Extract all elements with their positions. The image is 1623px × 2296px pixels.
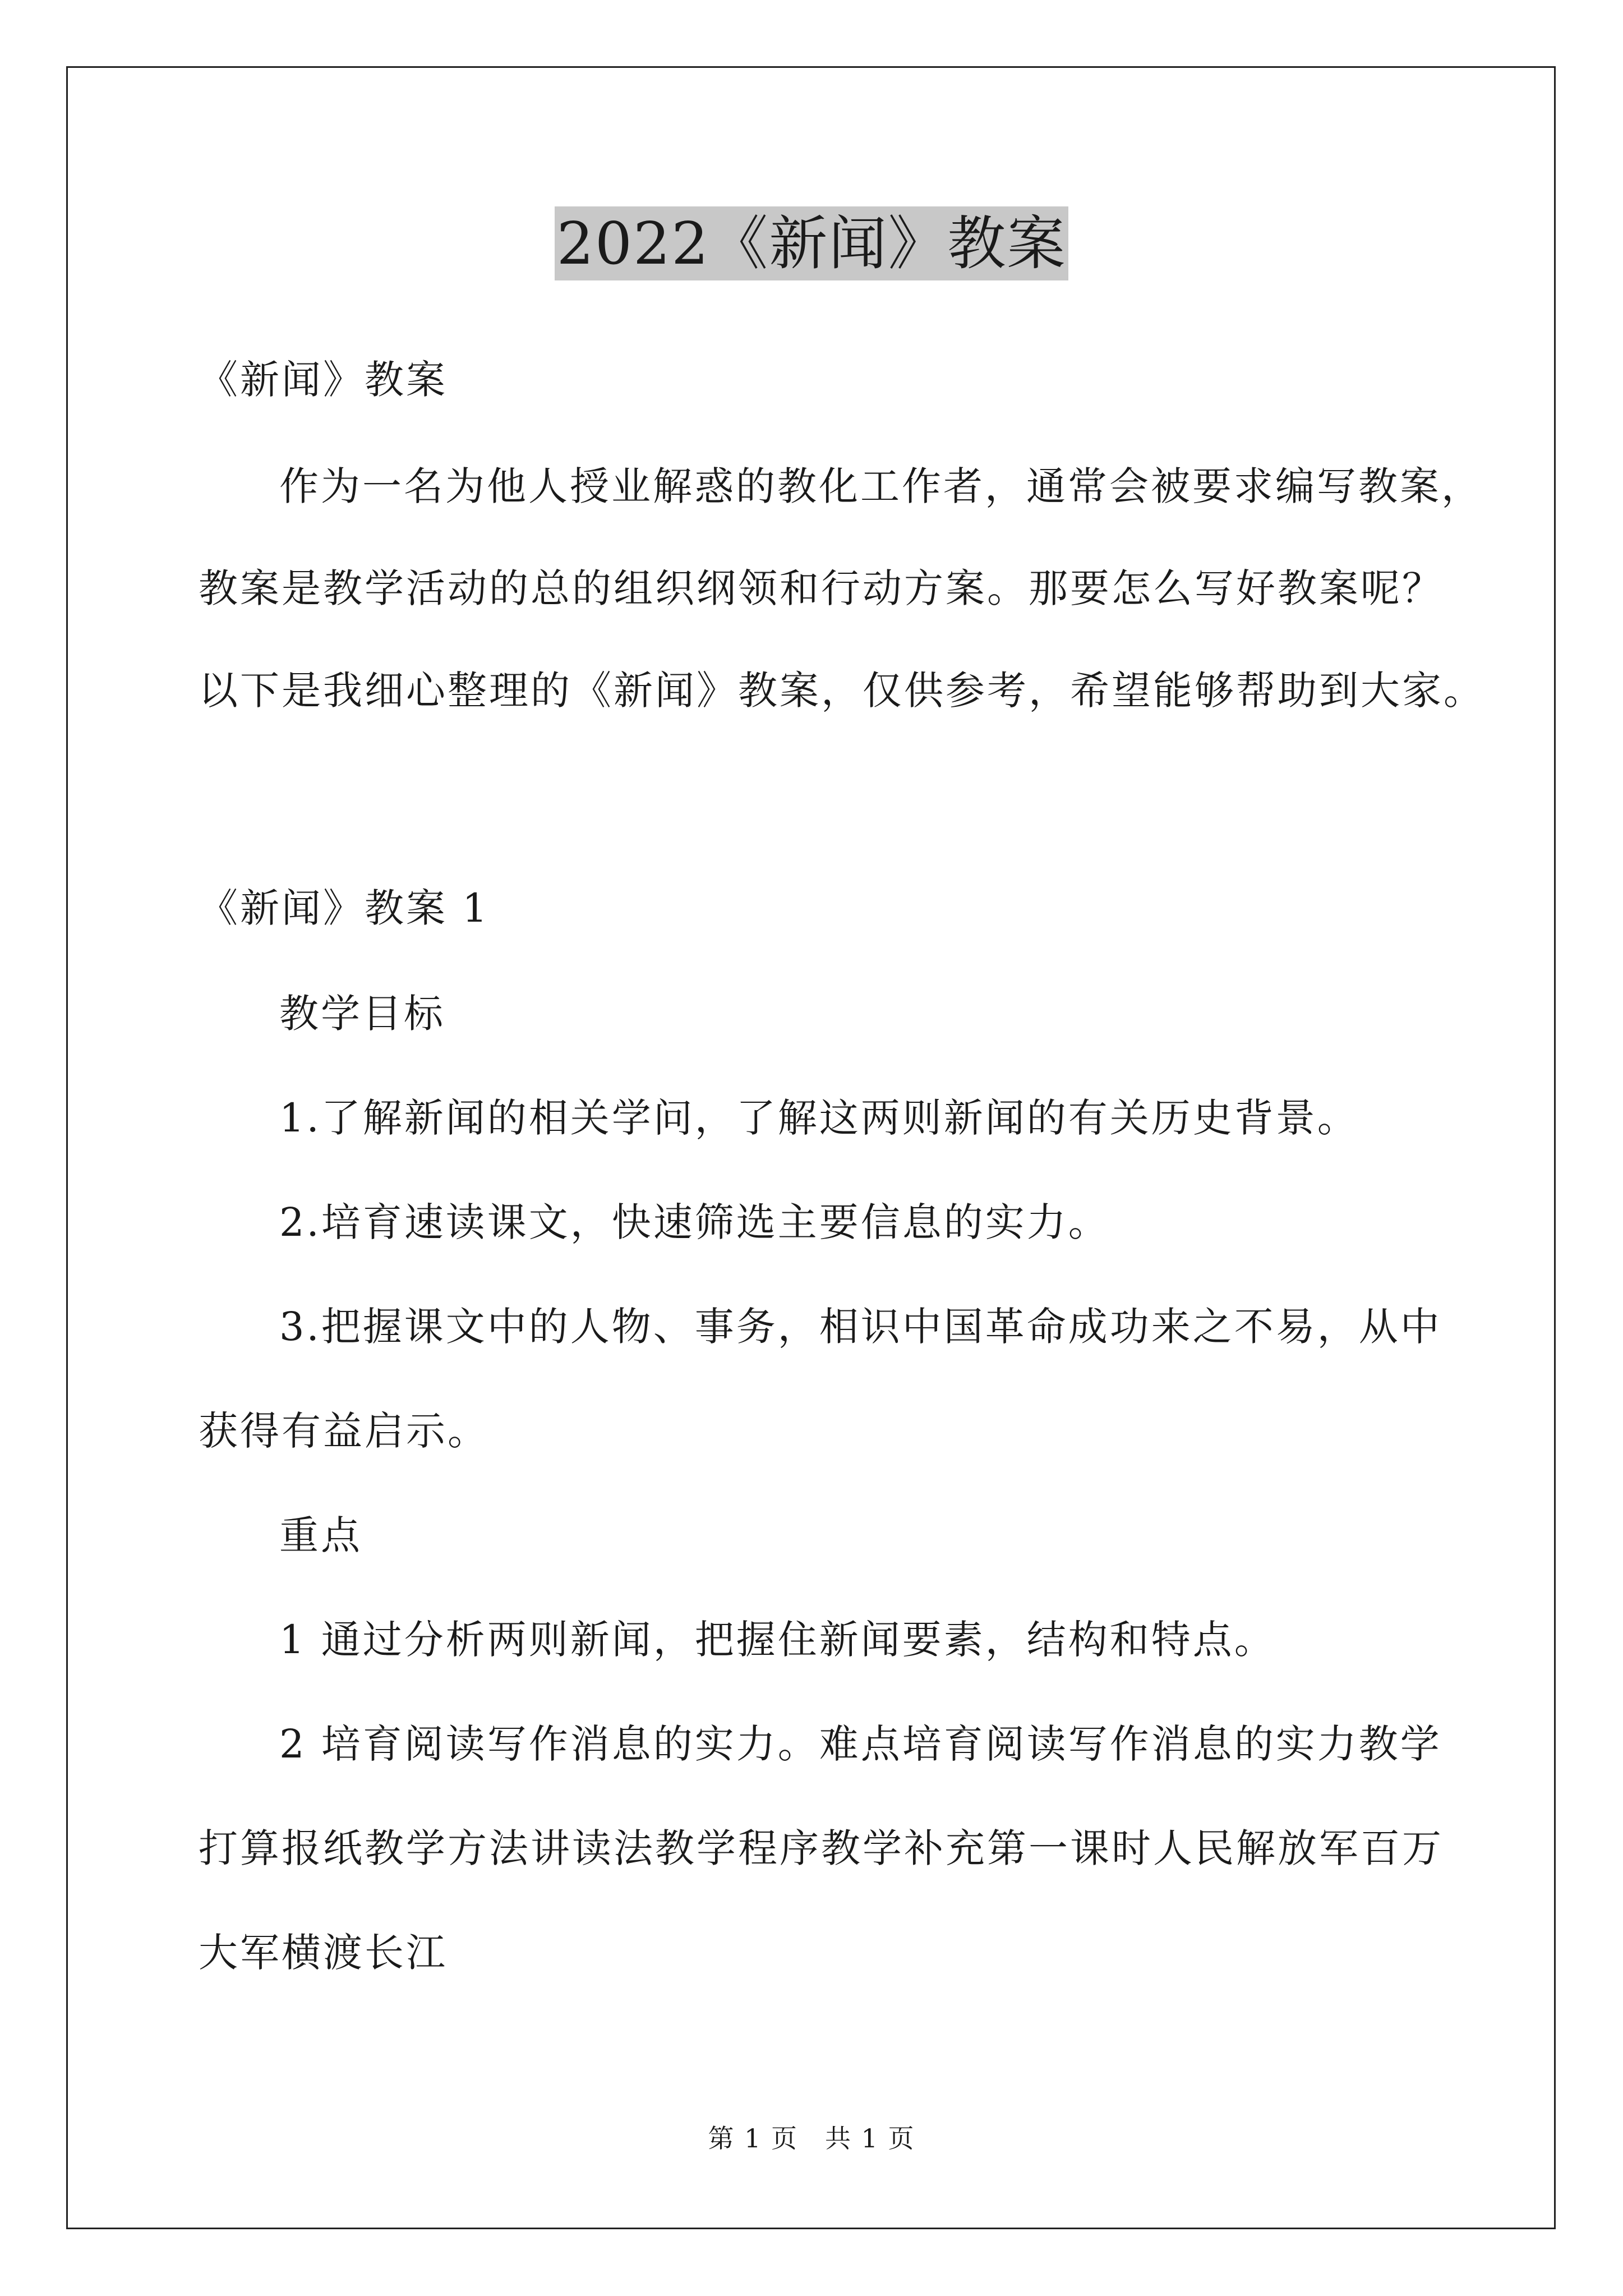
key-point-2-line-2: 打算报纸教学方法讲读法教学程序教学补充第一课时人民解放军百万: [199, 1825, 1444, 1871]
intro-heading: 《新闻》教案: [199, 357, 448, 403]
title-container: [0, 206, 1623, 280]
objectives-heading: 教学目标: [279, 991, 445, 1037]
key-point-1: 1 通过分析两则新闻，把握住新闻要素，结构和特点。: [279, 1617, 1276, 1663]
objective-3-line-1: 3.把握课文中的人物、事务，相识中国革命成功来之不易，从中: [279, 1304, 1442, 1350]
key-point-2-line-3: 大军横渡长江: [199, 1930, 448, 1976]
key-points-heading: 重点: [279, 1512, 362, 1558]
objective-2: 2.培育速读课文，快速筛选主要信息的实力。: [279, 1199, 1110, 1245]
objective-3-line-2: 获得有益启示。: [199, 1408, 489, 1454]
objective-1: 1.了解新闻的相关学问，了解这两则新闻的有关历史背景。: [279, 1095, 1359, 1141]
section-heading: 《新闻》教案 1: [199, 885, 490, 931]
intro-line-1: 作为一名为他人授业解惑的教化工作者，通常会被要求编写教案，: [279, 463, 1483, 509]
page-footer: 第 1 页 共 1 页: [708, 2123, 915, 2154]
intro-line-2: 教案是教学活动的总的组织纲领和行动方案。那要怎么写好教案呢？: [199, 565, 1444, 611]
key-point-2-line-1: 2 培育阅读写作消息的实力。难点培育阅读写作消息的实力教学: [279, 1721, 1442, 1767]
intro-line-3: 以下是我细心整理的《新闻》教案，仅供参考，希望能够帮助到大家。: [199, 668, 1485, 714]
document-title: 2022《新闻》教案: [555, 206, 1069, 280]
